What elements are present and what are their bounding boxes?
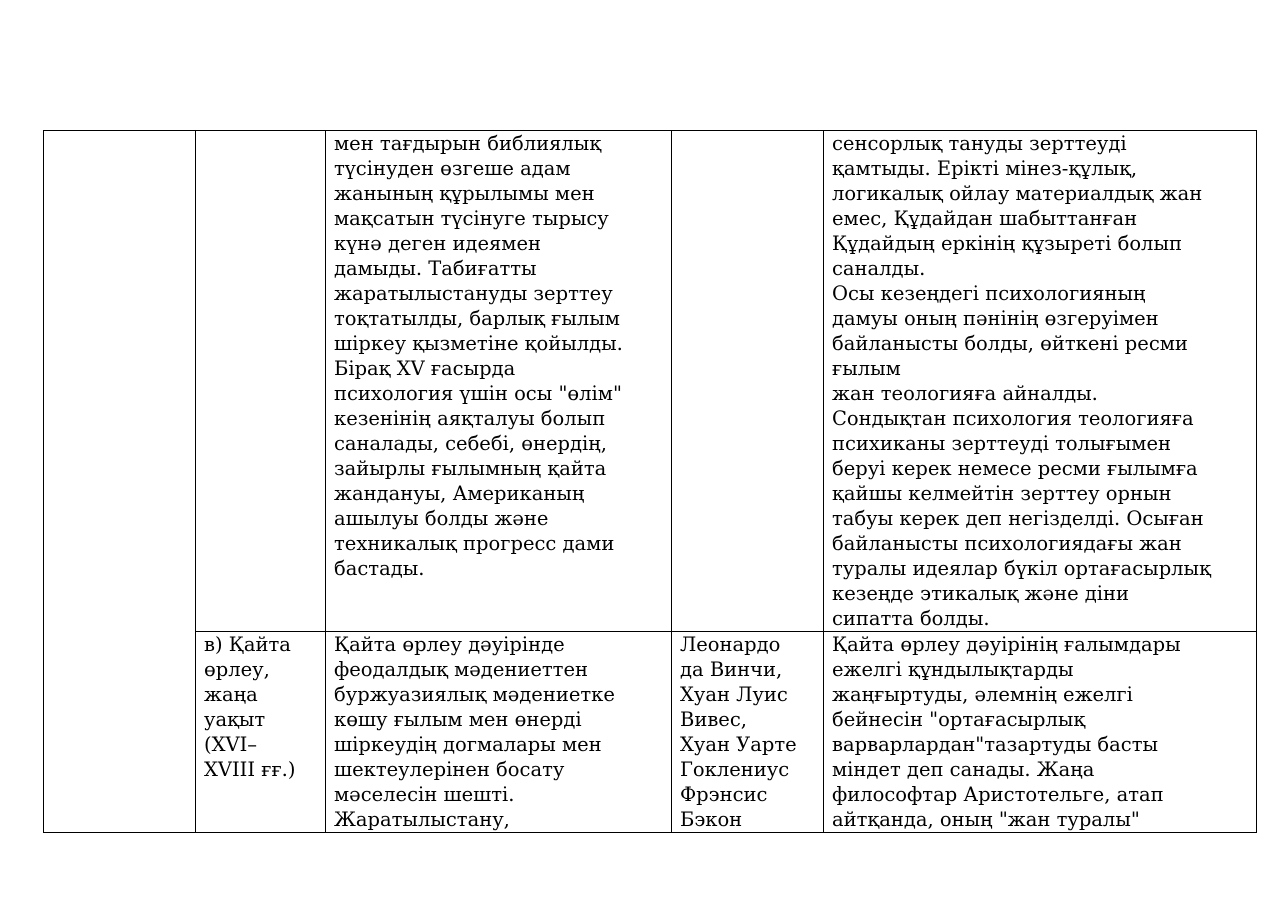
ideas-cell	[824, 632, 1257, 833]
scientists-cell	[672, 131, 824, 632]
ideas-text: Қайта өрлеу дәуірінің ғалымдары ежелгі құндылықтарды жаңғыртуды, әлемнің ежелгі бейнесін "ортағасырлық варварлардан"тазартуды басты міндет деп санады. Жаңа философтар Аристотельге, атап айтқанда, оның "жан туралы"	[832, 633, 1181, 831]
description-text: Қайта өрлеу дәуірінде феодалдық мәдениеттен буржуазиялық мәдениетке көшу ғылым мен өнерді шіркеудің догмалары мен шектеулерінен босату мәселесін шешті. Жаратылыстану,	[334, 633, 615, 831]
table-row	[44, 131, 1257, 632]
stage-text: в) Қайта өрлеу, жаңа уақыт (XVI– XVIII ғғ.)	[204, 633, 296, 781]
scientists-text: Леонардо да Винчи, Хуан Луис Вивес, Хуан Уарте Гоклениус Фрэнсис Бэкон	[680, 633, 797, 831]
history-table	[43, 130, 1257, 833]
description-text: мен тағдырын библиялық түсінуден өзгеше адам жанының құрылымы мен мақсатын түсінуге тырысу күнә деген идеямен дамыды. Табиғатты жаратылыстануды зерттеу тоқтатылды, барлық ғылым шіркеу қызметіне қойылды. Бірақ XV ғасырда психология үшін осы "өлім" кезенінің аяқталуы болып саналады, себебі, өнердің, зайырлы ғылымның қайта жандануы, Американың ашылуы болды және техникалық прогресс дами бастады.	[334, 132, 623, 580]
table-row	[44, 632, 1257, 833]
stage-cell	[196, 632, 326, 833]
scientists-cell	[672, 632, 824, 833]
stage-cell	[196, 131, 326, 632]
ideas-cell	[824, 131, 1257, 632]
description-cell	[326, 131, 672, 632]
period-cell	[44, 131, 196, 833]
ideas-text: сенсорлық тануды зерттеуді қамтыды. Ерікті мінез-құлық, логикалық ойлау материалдық жан емес, Құдайдан шабыттанған Құдайдың еркінің құзыреті болып саналды. Осы кезеңдегі психологияның дамуы оның пәнінің өзгеруімен байланысты болды, өйткені ресми ғылым жан теологияға айналды. Сондықтан психология теологияға психиканы зерттеуді толығымен беруі керек немесе ресми ғылымға қайшы келмейтін зерттеу орнын табуы керек деп негізделді. Осыған байланысты психологиядағы жан туралы идеялар бүкіл ортағасырлық кезеңде этикалық және діни сипатта болды.	[832, 132, 1211, 630]
description-cell	[326, 632, 672, 833]
